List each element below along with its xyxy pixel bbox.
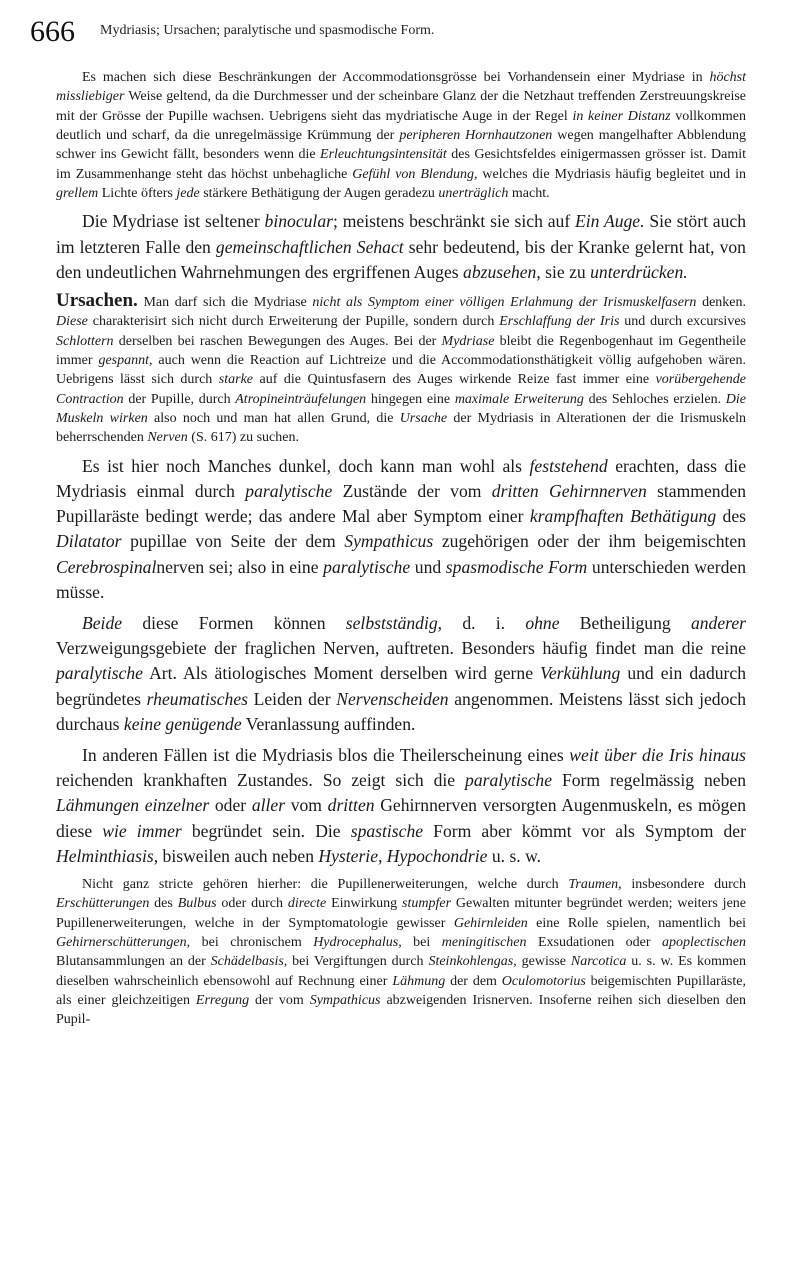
body-text: nerven sei; also in eine [156,556,324,577]
body-text: Exsudationen oder [526,935,663,951]
body-text: Weise geltend, da die Durchmesser und der scheinbare Glanz der die Netzhaut treffenden Zerstreuungskreise mit der Grösse der Pupille wachsen. Uebrigens sieht das mydriatische Auge in der Regel [56,89,746,124]
emphasis-text: grellem [56,186,99,202]
paragraph [56,875,746,1030]
emphasis-text: Erregung [195,993,250,1009]
body-text: auf die Quintusfasern des Auges wirkende Reize fast immer eine [253,372,656,388]
emphasis-text: Schlottern [56,333,114,349]
body-text: Nicht ganz stricte gehören hierher: die Pupillenerweiterungen, welche durch [82,877,569,893]
emphasis-text: gemeinschaftlichen Sehact [215,236,404,257]
emphasis-text: Die Muskeln wirken [56,391,747,427]
emphasis-text: starke [218,372,254,388]
body-text: In anderen Fällen ist die Mydriasis blos die Theilerscheinung eines [82,745,570,765]
paragraph [56,68,746,203]
body-text: derselben bei raschen Bewegungen des Auges. Bei der [113,333,442,349]
emphasis-text: unerträglich [438,186,509,202]
body-text: welches die Mydriasis häufig begleitet und in [477,166,746,182]
body-text: sehr bedeutend, bis der Kranke gelernt hat, von den undeutlichen Wahrnehmungen des ergriffenen Auges [56,236,746,282]
emphasis-text: Gehirnleiden [453,915,528,931]
emphasis-text: paralytische [245,480,333,501]
emphasis-text: Helminthiasis [56,845,154,866]
body-text: Blutansammlungen an der [56,954,211,970]
emphasis-text: anderer [690,612,746,633]
body-text: , bisweilen auch neben [153,845,319,866]
body-text: Sie stört auch im letzteren Falle den [56,211,747,257]
emphasis-text: paralytische [56,663,143,684]
body-text: erachten, dass die Mydriasis einmal durch [56,455,746,501]
emphasis-text: spasmodische Form [445,556,588,577]
body-text: charakterisirt sich nicht durch Erweiterung der Pupille, sondern durch [87,314,500,330]
body-text: Art. Als ätiologisches Moment derselben wird gerne [142,663,541,684]
emphasis-text: Bulbus [177,896,217,912]
emphasis-text: stumpfer [402,896,452,912]
body-text: des [149,896,178,912]
body-text: , gewisse [513,954,571,970]
emphasis-text: dritten [327,795,375,816]
body-text: bleibt die Regenbogenhaut im Gegentheile immer [56,333,746,369]
body-text: der vom [249,993,310,1009]
body-text: Gewalten mitunter begründet werden; weiters jene Pupillenerweiterungen, welche in der Symptomatologie gewisser [56,896,746,931]
emphasis-text: maximale Erweiterung [454,391,584,407]
page-header [30,12,770,52]
body-text: Veranlassung auffinden. [241,713,416,734]
body-text: ; meistens beschränkt sie sich auf [332,211,576,232]
emphasis-text: Oculomotorius [501,973,586,989]
body-text: hingegen eine [366,391,455,407]
body-text: Die Mydriase ist seltener [82,211,265,232]
emphasis-text: Hysterie, Hypochondrie [318,845,488,866]
emphasis-text: Sympathicus [309,993,381,1009]
body-text: und durch excursives [619,314,746,330]
emphasis-text: feststehend [529,455,608,476]
emphasis-text: Gefühl von Blendung, [352,166,478,182]
body-text: des Gesichtsfeldes einigermassen grösser ist. Damit im Zusammenhange steht das höchst unbehagliche [56,147,747,182]
body-text: Leiden der [247,688,337,709]
body-text: angenommen. Meistens lässt sich jedoch durchaus [56,688,747,734]
body-text: und ein dadurch begründetes [56,663,747,709]
paragraph [56,743,746,869]
body-text: denken. [696,295,746,311]
body-text: der Mydriasis in Alterationen der die Irismuskeln beherrschenden [56,411,746,446]
emphasis-text: Lähmungen einzelner [56,795,210,816]
emphasis-text: Sympathicus [344,531,434,552]
body-text: , sie zu [536,261,591,282]
emphasis-text: keine genügende [123,713,242,734]
emphasis-text: wie immer [102,820,182,841]
emphasis-text: in keiner Distanz [572,108,671,124]
page-number: 666 [30,15,75,48]
body-text: begründet sein. Die [181,820,351,841]
emphasis-text: Hydrocephalus [313,935,399,951]
body-text: reichenden krankhaften Zustandes. So zeigt sich die [56,770,466,791]
emphasis-text: paralytische [323,556,411,577]
emphasis-text: jede [176,186,200,202]
body-text: , bei [398,935,442,951]
emphasis-text: unterdrücken. [590,261,688,282]
body-text: beigemischten Pupillaräste, als einer gleichzeitigen [56,973,746,1009]
body-text: vom [285,795,328,816]
emphasis-text: apoplectischen [662,935,746,951]
body-text: der Pupille, durch [123,391,236,407]
emphasis-text: ohne [525,612,560,633]
emphasis-text: Traumen [568,877,619,893]
body-text: Es machen sich diese Beschränkungen der Accommodationsgrösse bei Vorhandensein einer Mydriase in [82,70,710,85]
body-text: Form aber kömmt vor als Symptom der [423,820,746,841]
body-text: also noch und man hat allen Grund, die [147,411,400,427]
body-text: Gehirnnerven versorgten Augenmuskeln, es mögen diese [56,795,746,841]
body-text: stärkere Bethätigung der Augen geradezu [199,186,439,202]
emphasis-text: Dilatator [56,531,122,552]
emphasis-text: dritten Gehirnnerven [491,480,647,501]
emphasis-text: paralytische [465,770,553,791]
emphasis-text: aller [251,795,286,816]
emphasis-text: Erleuchtungsintensität [320,147,447,163]
emphasis-text: Schädelbasis [210,954,284,970]
emphasis-text: directe [287,896,327,912]
emphasis-text: Gehirnerschütterungen [56,935,187,951]
emphasis-text: weit über die Iris hinaus [569,745,746,765]
body-text: wegen mangelhafter Abblendung schwer ins Gewicht fällt, besonders wenn die [56,128,747,163]
body-text: des Sehloches erzielen. [583,391,726,407]
emphasis-text: spastische [350,820,424,841]
emphasis-text: Cerebrospinal [56,556,157,577]
paragraph [56,454,746,605]
body-text: macht. [508,186,550,202]
body-text: oder durch [216,896,288,912]
body-text: vollkommen deutlich und scharf, da die unregelmässige Krümmung der [56,108,746,144]
emphasis-text: Ein Auge. [575,211,645,232]
emphasis-text: Erschlaffung der Iris [499,314,620,330]
body-text: , bei Vergiftungen durch [283,954,429,970]
body-text: der dem [445,973,502,989]
body-text: Lichte öfters [98,186,177,202]
body-text: zugehörigen oder der ihm beigemischten [433,531,747,552]
body-text: pupillae von Seite der dem [121,531,345,552]
emphasis-text: selbstständig [345,612,438,633]
emphasis-text: Ursache [399,411,448,427]
emphasis-text: meningitischen [441,935,527,951]
emphasis-text: Atropineinträufelungen [235,391,367,407]
body-text: abzweigenden Irisnerven. Insoferne reihen sich dieselben den Pupil- [56,993,746,1028]
emphasis-text: gespannt [98,353,149,369]
emphasis-text: Verkühlung [540,663,621,684]
body-text: oder [209,795,252,816]
emphasis-text: Mydriase [441,333,495,349]
running-title: Mydriasis; Ursachen; paralytische und spasmodische Form. [100,23,435,38]
emphasis-text: Lähmung [392,973,446,989]
body-text: unterschieden werden müsse. [56,556,747,602]
body-text: , bei chronischem [186,935,314,951]
emphasis-text: Steinkohlengas [428,954,514,970]
paragraph [56,291,746,448]
emphasis-text: binocular [264,211,333,232]
emphasis-text: nicht als Symptom einer völligen Erlahmung der Irismuskelfasern [312,295,697,311]
emphasis-text: abzusehen [463,261,537,282]
body-text: u. s. w. [487,845,542,866]
body-text: und [410,556,446,577]
emphasis-text: krampfhaften Bethätigung [529,506,717,527]
body-text: , insbesondere durch [618,877,747,893]
body-text: des [716,506,746,527]
body-text: Zustände der vom [332,480,492,501]
emphasis-text: Narcotica [570,954,627,970]
body-text: u. s. w. Es kommen dieselben wahrscheinlich ebensowohl auf Rechnung einer [56,954,746,989]
emphasis-text: vorübergehende Contraction [56,372,747,407]
emphasis-text: höchst missliebiger [56,70,746,105]
body-text: Betheiligung [559,612,691,633]
paragraph [56,611,746,737]
emphasis-text: Nerven [147,430,188,446]
body-text: eine Rolle spielen, namentlich bei [527,915,747,931]
section-heading: Ursachen. [56,290,138,312]
page-body [56,68,746,1030]
body-text: , d. i. [437,612,526,633]
emphasis-text: peripheren Hornhautzonen [399,128,553,144]
body-text: diese Formen können [122,612,346,633]
body-text: Es ist hier noch Manches dunkel, doch kann man wohl als [82,455,530,476]
paragraph [56,209,746,285]
body-text: (S. 617) zu suchen. [187,430,299,446]
emphasis-text: Nervenscheiden [336,688,449,709]
body-text: Form regelmässig neben [552,770,746,791]
emphasis-text: rheumatisches [146,688,248,709]
body-text: Verzweigungsgebiete der fraglichen Nerven, auftreten. Besonders häufig findet man die reine [56,638,746,659]
emphasis-text: Beide [82,612,123,633]
body-text: Man darf sich die Mydriase [137,295,313,311]
body-text: Einwirkung [326,896,403,912]
emphasis-text: Diese [56,314,88,330]
body-text: stammenden Pupillaräste bedingt werde; das andere Mal aber Symptom einer [56,480,746,527]
emphasis-text: Erschütterungen [56,896,150,912]
body-text: , auch wenn die Reaction auf Lichtreize und die Accommodationsthätigkeit völlig aufgehoben wären. Uebrigens lässt sich durch [56,353,746,388]
